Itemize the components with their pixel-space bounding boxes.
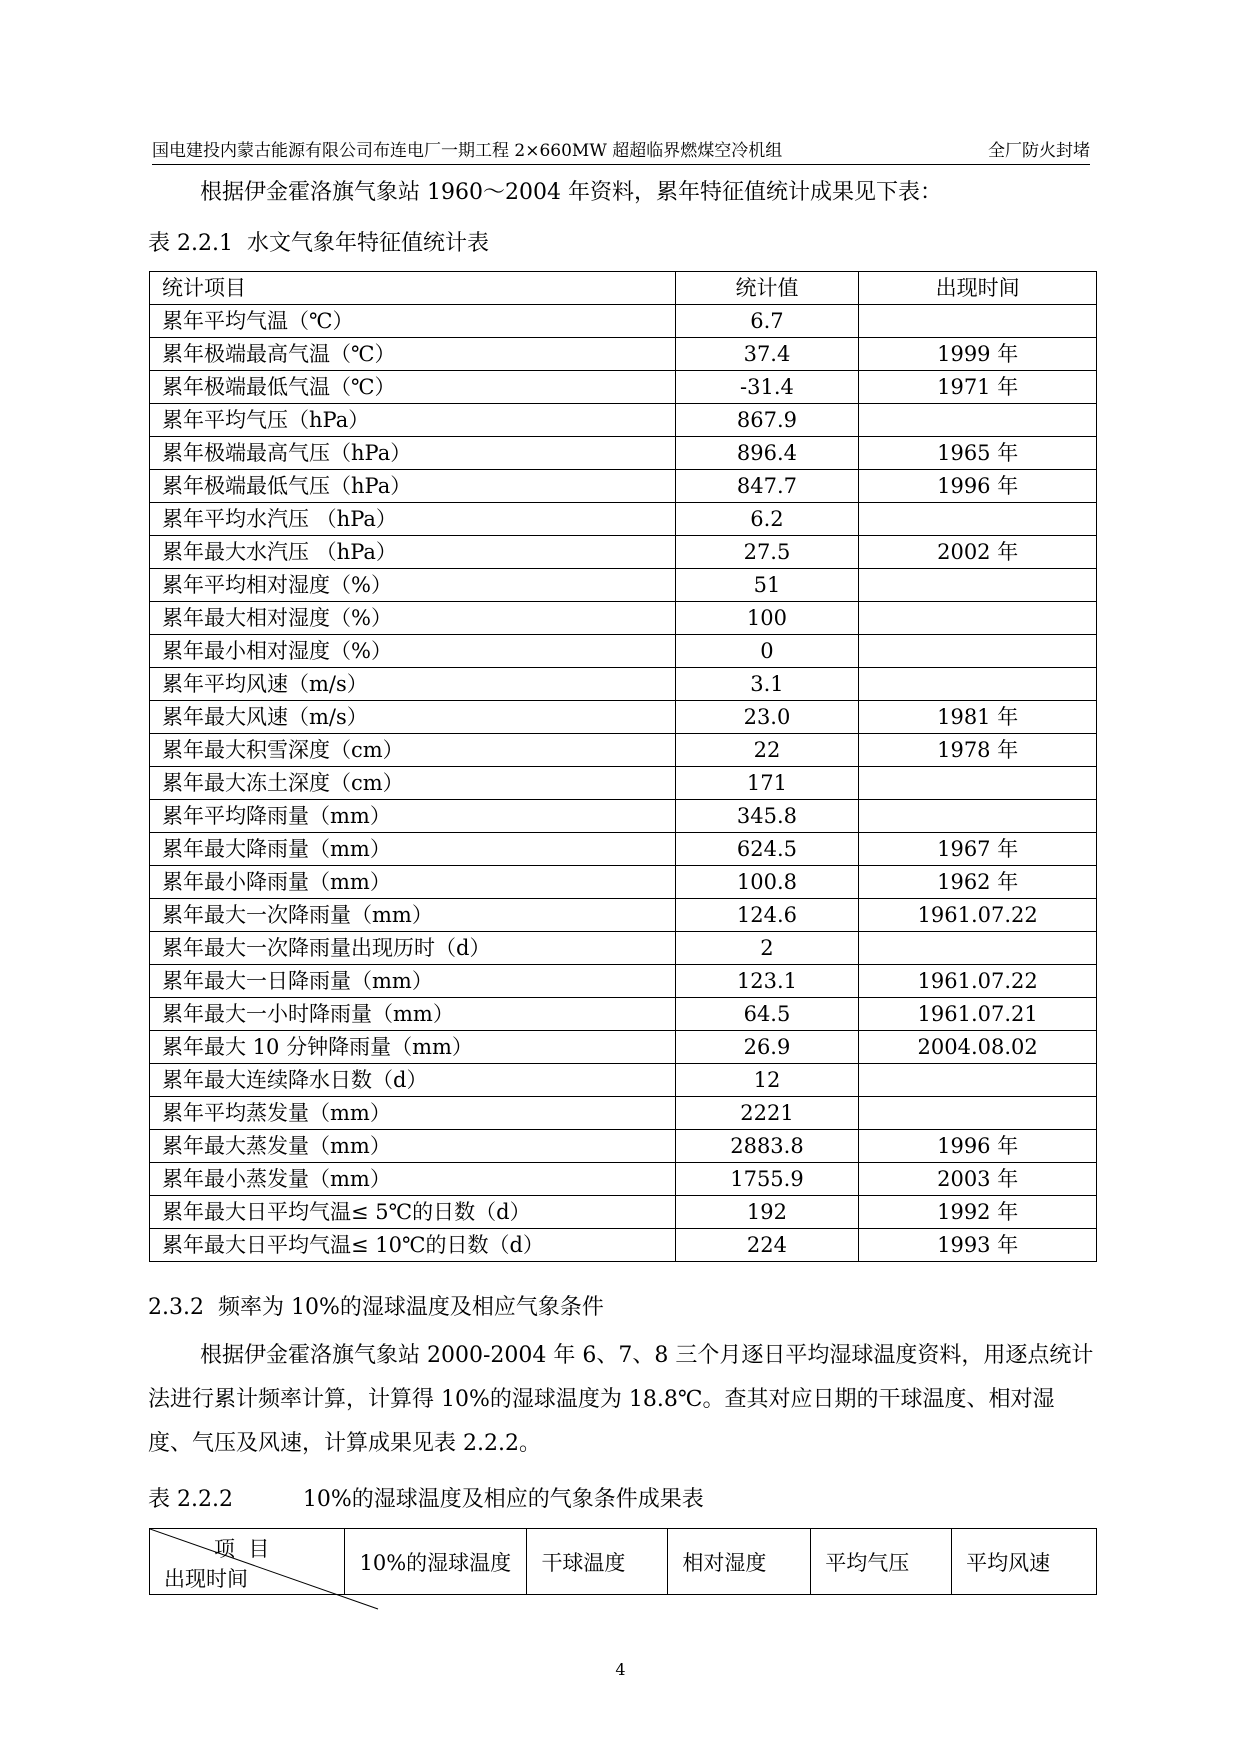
item-cell: 累年平均气压（hPa） <box>150 404 676 437</box>
table-row <box>150 503 1097 536</box>
table-row <box>150 1229 1097 1262</box>
intro-paragraph: 根据伊金霍洛旗气象站 1960～2004 年资料，累年特征值统计成果见下表： <box>200 180 942 205</box>
time-cell <box>859 932 1097 965</box>
time-cell <box>859 305 1097 338</box>
value-cell: 192 <box>675 1196 859 1229</box>
table1-header: 统计值 <box>675 272 859 305</box>
value-cell: 624.5 <box>675 833 859 866</box>
item-cell: 累年平均蒸发量（mm） <box>150 1097 676 1130</box>
item-cell: 累年最大水汽压 （hPa） <box>150 536 676 569</box>
item-cell: 累年最大蒸发量（mm） <box>150 1130 676 1163</box>
time-cell <box>859 800 1097 833</box>
time-cell: 1971 年 <box>859 371 1097 404</box>
table-row <box>150 866 1097 899</box>
value-cell: 27.5 <box>675 536 859 569</box>
table-row <box>150 1097 1097 1130</box>
value-cell: 867.9 <box>675 404 859 437</box>
value-cell: 0 <box>675 635 859 668</box>
value-cell: 896.4 <box>675 437 859 470</box>
item-cell: 累年极端最低气温（℃） <box>150 371 676 404</box>
time-cell: 1999 年 <box>859 338 1097 371</box>
item-cell: 累年最大一次降雨量出现历时（d） <box>150 932 676 965</box>
time-cell: 1992 年 <box>859 1196 1097 1229</box>
value-cell: 3.1 <box>675 668 859 701</box>
value-cell: 6.7 <box>675 305 859 338</box>
table-row <box>150 437 1097 470</box>
item-cell: 累年最大积雪深度（cm） <box>150 734 676 767</box>
table2-header: 10%的湿球温度 <box>345 1529 527 1595</box>
table-row <box>150 767 1097 800</box>
table-row <box>150 800 1097 833</box>
time-cell: 1961.07.22 <box>859 899 1097 932</box>
value-cell: 2 <box>675 932 859 965</box>
table-row <box>150 470 1097 503</box>
corner-top-label: 项 目 <box>214 1537 270 1561</box>
value-cell: 26.9 <box>675 1031 859 1064</box>
table-row <box>150 668 1097 701</box>
item-cell: 累年平均风速（m/s） <box>150 668 676 701</box>
table-row <box>150 305 1097 338</box>
page-header <box>152 136 1090 165</box>
time-cell: 1961.07.21 <box>859 998 1097 1031</box>
table1-header: 统计项目 <box>150 272 676 305</box>
table2-header: 干球温度 <box>527 1529 668 1595</box>
table1-caption: 表 2.2.1 水文气象年特征值统计表 <box>148 231 489 256</box>
value-cell: 847.7 <box>675 470 859 503</box>
time-cell: 1996 年 <box>859 470 1097 503</box>
value-cell: 345.8 <box>675 800 859 833</box>
section-paragraph: 根据伊金霍洛旗气象站 2000-2004 年 6、7、8 三个月逐日平均湿球温度资料，用逐点统计法进行累计频率计算，计算得 10%的湿球温度为 18.8℃。查其对应日期的干球温度、相对湿度、气压及风速，计算成果见表 2.2.2。 <box>148 1343 1094 1456</box>
time-cell <box>859 569 1097 602</box>
item-cell: 累年最大一日降雨量（mm） <box>150 965 676 998</box>
table-row <box>150 1163 1097 1196</box>
table-row <box>150 635 1097 668</box>
time-cell <box>859 767 1097 800</box>
item-cell: 累年最小蒸发量（mm） <box>150 1163 676 1196</box>
value-cell: 1755.9 <box>675 1163 859 1196</box>
item-cell: 累年平均气温（℃） <box>150 305 676 338</box>
time-cell <box>859 404 1097 437</box>
item-cell: 累年最大日平均气温≤ 5℃的日数（d） <box>150 1196 676 1229</box>
time-cell <box>859 668 1097 701</box>
page-number: 4 <box>615 1660 626 1679</box>
corner-bottom-label: 出现时间 <box>164 1567 248 1591</box>
time-cell: 1978 年 <box>859 734 1097 767</box>
item-cell: 累年最小相对湿度（%） <box>150 635 676 668</box>
table1 <box>149 271 1097 1262</box>
item-cell: 累年极端最高气压（hPa） <box>150 437 676 470</box>
table-row <box>150 965 1097 998</box>
time-cell <box>859 503 1097 536</box>
value-cell: 123.1 <box>675 965 859 998</box>
item-cell: 累年最大日平均气温≤ 10℃的日数（d） <box>150 1229 676 1262</box>
table-row <box>150 833 1097 866</box>
table-row <box>150 404 1097 437</box>
value-cell: 6.2 <box>675 503 859 536</box>
header-right: 全厂防火封堵 <box>988 141 1090 161</box>
value-cell: 171 <box>675 767 859 800</box>
table-row <box>150 338 1097 371</box>
time-cell: 1965 年 <box>859 437 1097 470</box>
table-row <box>150 734 1097 767</box>
time-cell: 1962 年 <box>859 866 1097 899</box>
table-row <box>150 1196 1097 1229</box>
table-row <box>150 932 1097 965</box>
item-cell: 累年最大一次降雨量（mm） <box>150 899 676 932</box>
item-cell: 累年极端最低气压（hPa） <box>150 470 676 503</box>
value-cell: 100.8 <box>675 866 859 899</box>
table-row <box>150 998 1097 1031</box>
table2-header: 平均风速 <box>952 1529 1097 1595</box>
table2 <box>149 1528 1097 1595</box>
value-cell: 51 <box>675 569 859 602</box>
time-cell: 2002 年 <box>859 536 1097 569</box>
time-cell <box>859 602 1097 635</box>
time-cell <box>859 635 1097 668</box>
table-row <box>150 701 1097 734</box>
time-cell: 2004.08.02 <box>859 1031 1097 1064</box>
table-row <box>150 1031 1097 1064</box>
value-cell: 224 <box>675 1229 859 1262</box>
time-cell <box>859 1064 1097 1097</box>
item-cell: 累年最大 10 分钟降雨量（mm） <box>150 1031 676 1064</box>
value-cell: -31.4 <box>675 371 859 404</box>
value-cell: 64.5 <box>675 998 859 1031</box>
item-cell: 累年最小降雨量（mm） <box>150 866 676 899</box>
value-cell: 100 <box>675 602 859 635</box>
value-cell: 12 <box>675 1064 859 1097</box>
value-cell: 37.4 <box>675 338 859 371</box>
value-cell: 22 <box>675 734 859 767</box>
time-cell: 1996 年 <box>859 1130 1097 1163</box>
table2-caption: 表 2.2.2 10%的湿球温度及相应的气象条件成果表 <box>148 1487 704 1512</box>
value-cell: 23.0 <box>675 701 859 734</box>
value-cell: 2221 <box>675 1097 859 1130</box>
table-row <box>150 371 1097 404</box>
table2-header: 相对湿度 <box>668 1529 811 1595</box>
item-cell: 累年平均相对湿度（%） <box>150 569 676 602</box>
time-cell: 1981 年 <box>859 701 1097 734</box>
table-row <box>150 899 1097 932</box>
item-cell: 累年最大风速（m/s） <box>150 701 676 734</box>
table2-header: 平均气压 <box>811 1529 952 1595</box>
item-cell: 累年最大一小时降雨量（mm） <box>150 998 676 1031</box>
table2-corner-cell <box>150 1529 345 1595</box>
time-cell: 1993 年 <box>859 1229 1097 1262</box>
item-cell: 累年最大降雨量（mm） <box>150 833 676 866</box>
table1-header-row <box>150 272 1097 305</box>
item-cell: 累年平均降雨量（mm） <box>150 800 676 833</box>
section-title: 2.3.2 频率为 10%的湿球温度及相应气象条件 <box>148 1295 604 1320</box>
time-cell <box>859 1097 1097 1130</box>
time-cell: 1961.07.22 <box>859 965 1097 998</box>
table-row <box>150 1130 1097 1163</box>
item-cell: 累年最大相对湿度（%） <box>150 602 676 635</box>
table-row <box>150 536 1097 569</box>
item-cell: 累年平均水汽压 （hPa） <box>150 503 676 536</box>
value-cell: 124.6 <box>675 899 859 932</box>
table2-header-row <box>150 1529 1097 1595</box>
time-cell: 2003 年 <box>859 1163 1097 1196</box>
item-cell: 累年极端最高气温（℃） <box>150 338 676 371</box>
value-cell: 2883.8 <box>675 1130 859 1163</box>
header-left: 国电建投内蒙古能源有限公司布连电厂一期工程 2×660MW 超超临界燃煤空冷机组 <box>152 141 783 161</box>
table1-header: 出现时间 <box>859 272 1097 305</box>
item-cell: 累年最大冻土深度（cm） <box>150 767 676 800</box>
table-row <box>150 569 1097 602</box>
time-cell: 1967 年 <box>859 833 1097 866</box>
table-row <box>150 602 1097 635</box>
table-row <box>150 1064 1097 1097</box>
item-cell: 累年最大连续降水日数（d） <box>150 1064 676 1097</box>
